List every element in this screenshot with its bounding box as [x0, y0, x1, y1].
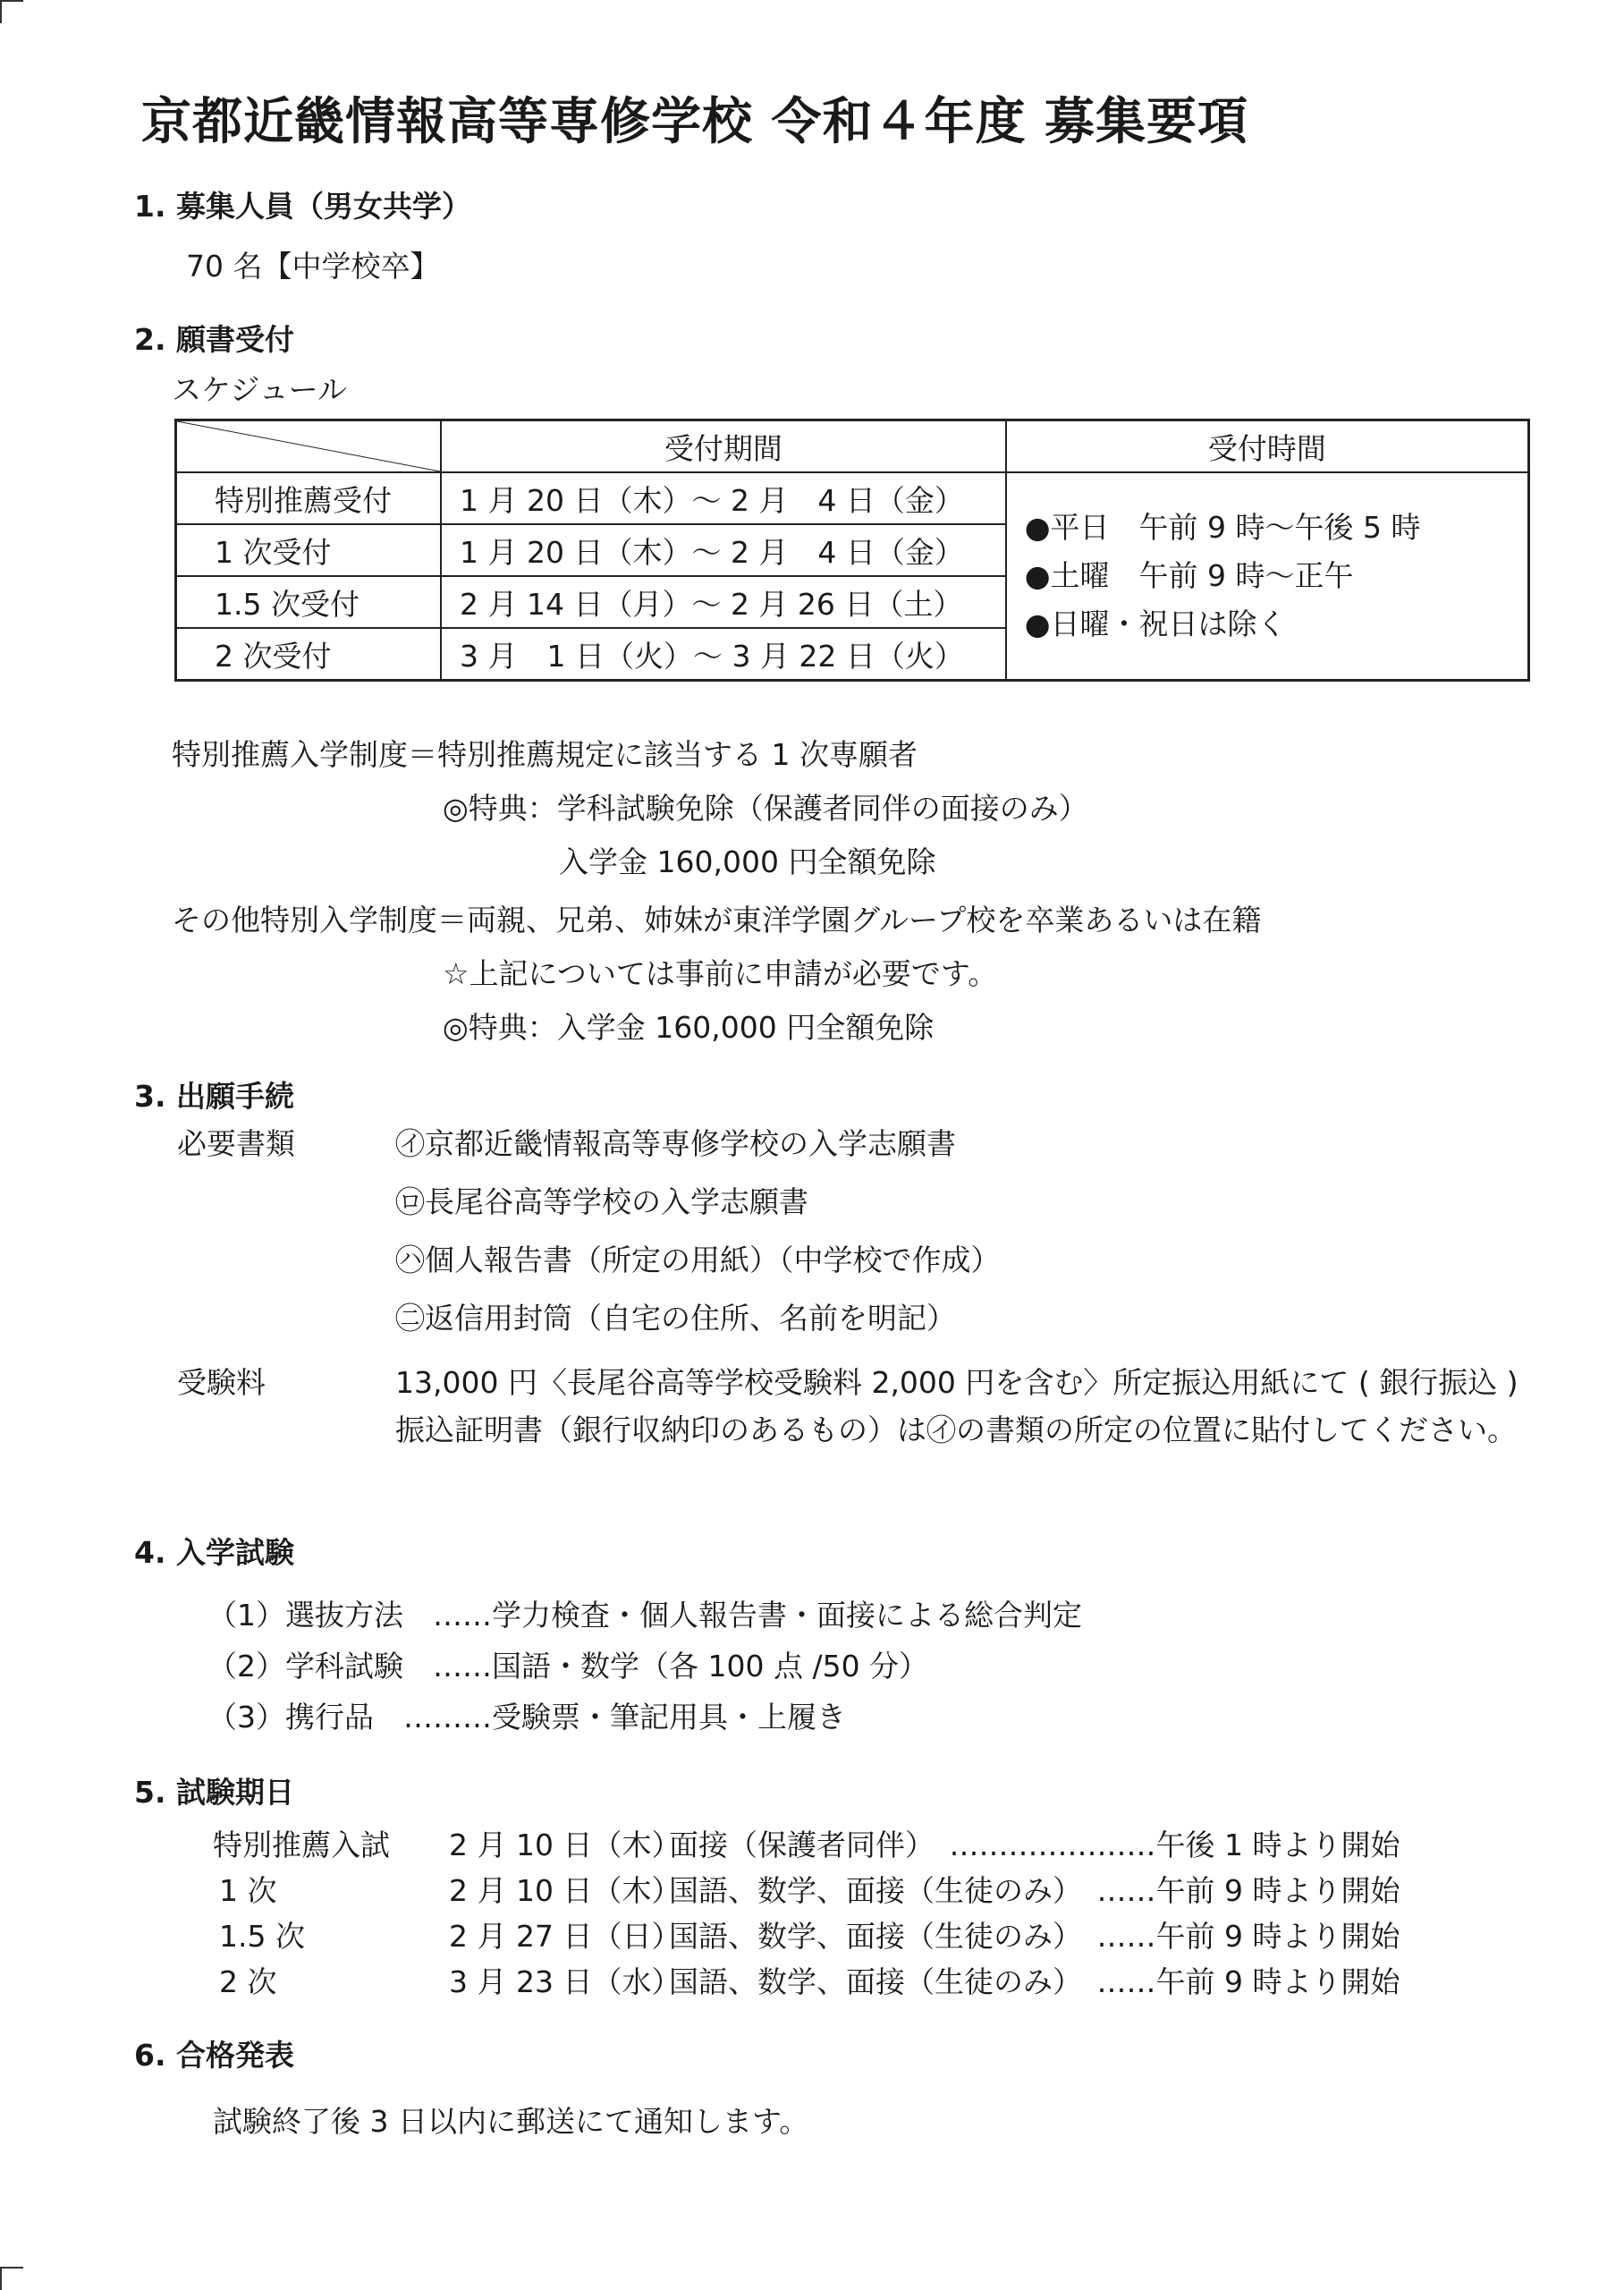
section-4-heading: 4. 入学試験 [134, 1535, 294, 1570]
section-3-heading: 3. 出願手続 [134, 1079, 294, 1114]
table-corner-cell [176, 420, 442, 473]
exam-fee-line: 13,000 円〈長尾谷高等学校受験料 2,000 円を含む〉所定振込用紙にて ( 銀行振込 ) [395, 1365, 1518, 1400]
recruitment-count: 70 名【中学校卒】 [186, 249, 440, 284]
table-header-row [176, 420, 1529, 473]
exam-item: （2）学科試験 ……国語・数学（各 100 点 /50 分） [207, 1649, 929, 1684]
section-5-heading: 5. 試験期日 [134, 1775, 294, 1810]
col-header-time: 受付時間 [1006, 420, 1529, 473]
col-header-period: 受付期間 [441, 420, 1006, 473]
exam-date-label: 1.5 次 [219, 1919, 305, 1954]
schedule-table [174, 419, 1530, 682]
transfer-proof-line: 振込証明書（銀行収納印のあるもの）は㋑の書類の所定の位置に貼付してください。 [395, 1412, 1517, 1447]
crop-mark-top [0, 0, 2, 23]
section-2-heading: 2. 願書受付 [134, 322, 294, 357]
exam-content: 面接（保護者同伴） …………………午後 1 時より開始 [669, 1828, 1400, 1862]
row-label: 2 次受付 [176, 628, 442, 681]
result-notice: 試験終了後 3 日以内に郵送にて通知します。 [213, 2104, 809, 2139]
row-period: 2 月 14 日（月）～ 2 月 26 日（土） [441, 576, 1006, 628]
times-weekday: ●平日 午前 9 時～午後 5 時 [1024, 510, 1421, 545]
page-title: 京都近畿情報高等専修学校 令和４年度 募集要項 [141, 93, 1248, 151]
table-row [176, 472, 1529, 524]
doc-item: ㊁返信用封筒（自宅の住所、名前を明記） [395, 1301, 956, 1336]
other-special-note: その他特別入学制度＝両親、兄弟、姉妹が東洋学園グループ校を卒業あるいは在籍 [172, 903, 1262, 937]
exam-item: （3）携行品 ………受験票・筆記用具・上履き [207, 1700, 846, 1734]
special-recommendation-note: 特別推薦入学制度＝特別推薦規定に該当する 1 次専願者 [172, 737, 918, 772]
crop-mark-top-h [0, 0, 23, 2]
exam-date-label: 1 次 [219, 1873, 277, 1908]
exam-date-label: 特別推薦入試 [213, 1828, 390, 1862]
other-benefit-note: ◎特典：入学金 160,000 円全額免除 [443, 1010, 935, 1045]
doc-item: ㋑京都近畿情報高等専修学校の入学志願書 [395, 1126, 956, 1161]
diagonal-line [177, 421, 440, 471]
required-docs-label: 必要書類 [177, 1126, 295, 1161]
row-period: 3 月 1 日（火）～ 3 月 22 日（火） [441, 628, 1006, 681]
crop-mark-bottom-h [0, 2267, 23, 2269]
entrance-fee-waiver-note: 入学金 160,000 円全額免除 [559, 844, 936, 879]
times-holiday: ●日曜・祝日は除く [1024, 606, 1287, 641]
exam-item: （1）選抜方法 ……学力検査・個人報告書・面接による総合判定 [207, 1598, 1082, 1633]
row-period: 1 月 20 日（木）～ 2 月 4 日（金） [441, 524, 1006, 576]
exam-content: 国語、数学、面接（生徒のみ） ……午前 9 時より開始 [669, 1964, 1400, 1999]
exam-content: 国語、数学、面接（生徒のみ） ……午前 9 時より開始 [669, 1919, 1400, 1954]
doc-item: ㋩個人報告書（所定の用紙）（中学校で作成） [395, 1243, 1001, 1277]
section-6-heading: 6. 合格発表 [134, 2038, 294, 2073]
reception-times-cell [1006, 472, 1529, 681]
special-benefit-note: ◎特典：学科試験免除（保護者同伴の面接のみ） [443, 791, 1088, 826]
schedule-label: スケジュール [172, 372, 348, 407]
exam-date: 2 月 10 日（木） [449, 1828, 681, 1862]
row-label: 1 次受付 [176, 524, 442, 576]
exam-date-label: 2 次 [219, 1964, 277, 1999]
exam-date: 3 月 23 日（水） [449, 1964, 681, 1999]
exam-date: 2 月 27 日（日） [449, 1919, 681, 1954]
exam-content: 国語、数学、面接（生徒のみ） ……午前 9 時より開始 [669, 1873, 1400, 1908]
crop-mark-bottom [0, 2267, 2, 2290]
row-period: 1 月 20 日（木）～ 2 月 4 日（金） [441, 472, 1006, 524]
exam-date: 2 月 10 日（木） [449, 1873, 681, 1908]
section-1-heading: 1. 募集人員（男女共学） [134, 189, 471, 224]
times-saturday: ●土曜 午前 9 時～正午 [1024, 558, 1354, 593]
row-label: 1.5 次受付 [176, 576, 442, 628]
application-required-note: ☆上記については事前に申請が必要です。 [443, 956, 998, 991]
row-label: 特別推薦受付 [176, 472, 442, 524]
doc-item: ㋺長尾谷高等学校の入学志願書 [395, 1184, 808, 1219]
exam-fee-label: 受験料 [177, 1365, 266, 1400]
